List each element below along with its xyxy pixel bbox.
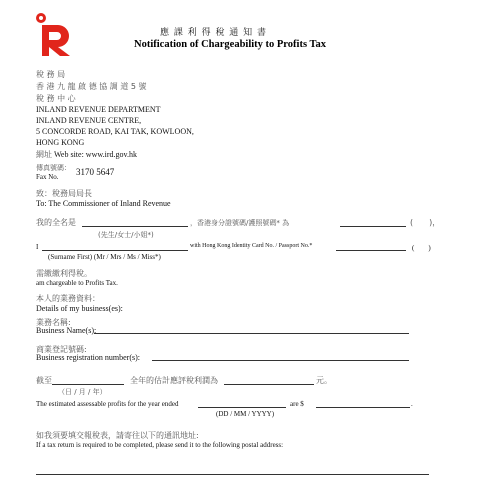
id-number-field-zh[interactable]: [340, 226, 406, 227]
profits-middle-zh: 全年的估計應評稅利潤為: [130, 376, 218, 385]
address-line3-zh: 稅 務 中 心: [36, 94, 76, 103]
fax-label-zh: 傳真號碼：: [36, 164, 71, 172]
title-chinese: 應 課 利 得 稅 通 知 書: [160, 28, 268, 38]
profits-prefix-zh: 截至: [36, 376, 52, 385]
profits-are-en: are $: [290, 400, 304, 408]
id-text-zh: ，香港身分證號碼/護照號碼* 為: [190, 219, 290, 227]
website-label-zh: 網址: [36, 150, 52, 159]
title-options-zh: (先生/女士/小姐*): [98, 231, 154, 239]
business-details-zh: 本人的業務資料：: [36, 294, 100, 303]
business-reg-label-zh: 商業登記號碼:: [36, 345, 87, 354]
business-reg-field[interactable]: [152, 360, 409, 361]
year-end-date-field-en[interactable]: [198, 407, 286, 408]
addressee-en: To: The Commissioner of Inland Revenue: [36, 199, 171, 208]
business-name-label-zh: 業務名稱:: [36, 318, 71, 327]
address-line1-zh: 稅 務 局: [36, 70, 66, 79]
surname-label: (Surname First) (Mr / Mrs / Ms / Miss*): [48, 253, 161, 261]
check-digit-en: ( ): [412, 244, 431, 252]
profit-amount-field-en[interactable]: [316, 407, 410, 408]
profits-text-en: The estimated assessable profits for the year ended: [36, 400, 179, 408]
chargeable-zh: 需繳繳利得稅。: [36, 269, 92, 278]
website-row: [36, 149, 137, 160]
business-reg-label-en: Business registration number(s):: [36, 353, 140, 362]
fax-number: 3170 5647: [76, 167, 115, 177]
business-details-en: Details of my business(es):: [36, 304, 123, 313]
title-english: Notification of Chargeability to Profits Tax: [134, 39, 327, 50]
id-number-field-en[interactable]: [336, 250, 406, 251]
declaration-i: I: [36, 243, 39, 251]
year-end-date-field-zh[interactable]: [52, 384, 124, 385]
full-name-field-zh[interactable]: [82, 226, 188, 227]
addressee-zh: 致：稅務局局長: [36, 189, 92, 198]
date-format-en: (DD / MM / YYYY): [216, 410, 275, 418]
address-line1-en: INLAND REVENUE DEPARTMENT: [36, 105, 161, 114]
id-text-en: with Hong Kong Identity Card No. / Passport No.*: [190, 243, 313, 249]
address-line2-zh: 香 港 九 龍 啟 德 協 調 道 5 號: [36, 82, 147, 91]
full-name-field-en[interactable]: [42, 250, 188, 251]
business-name-label-en: Business Name(s):: [36, 326, 97, 335]
address-line4-en: HONG KONG: [36, 138, 85, 147]
website-link[interactable]: Web site: www.ird.gov.hk: [54, 150, 137, 159]
fax-label-en: Fax No.: [36, 173, 59, 181]
profits-suffix-zh: 元。: [316, 376, 332, 385]
postal-address-en: If a tax return is required to be completed, please send it to the following postal address:: [36, 441, 284, 449]
address-line3-en: 5 CONCORDE ROAD, KAI TAK, KOWLOON,: [36, 127, 194, 136]
date-format-zh: （日 / 月 / 年）: [58, 388, 107, 396]
address-line2-en: INLAND REVENUE CENTRE,: [36, 116, 142, 125]
name-prefix-zh: 我的全名是: [36, 218, 76, 227]
postal-address-zh: 如我須要填交報稅表，請寄往以下的通訊地址:: [36, 431, 199, 440]
business-name-field[interactable]: [94, 333, 409, 334]
profits-period-en: .: [411, 400, 413, 408]
profit-amount-field-zh[interactable]: [224, 384, 314, 385]
logo-letter-r: [42, 25, 70, 56]
ird-logo: [34, 11, 74, 57]
check-digit-zh: ( )，: [410, 218, 441, 227]
chargeable-en: am chargeable to Profits Tax.: [36, 279, 118, 287]
postal-address-field[interactable]: [36, 474, 429, 475]
